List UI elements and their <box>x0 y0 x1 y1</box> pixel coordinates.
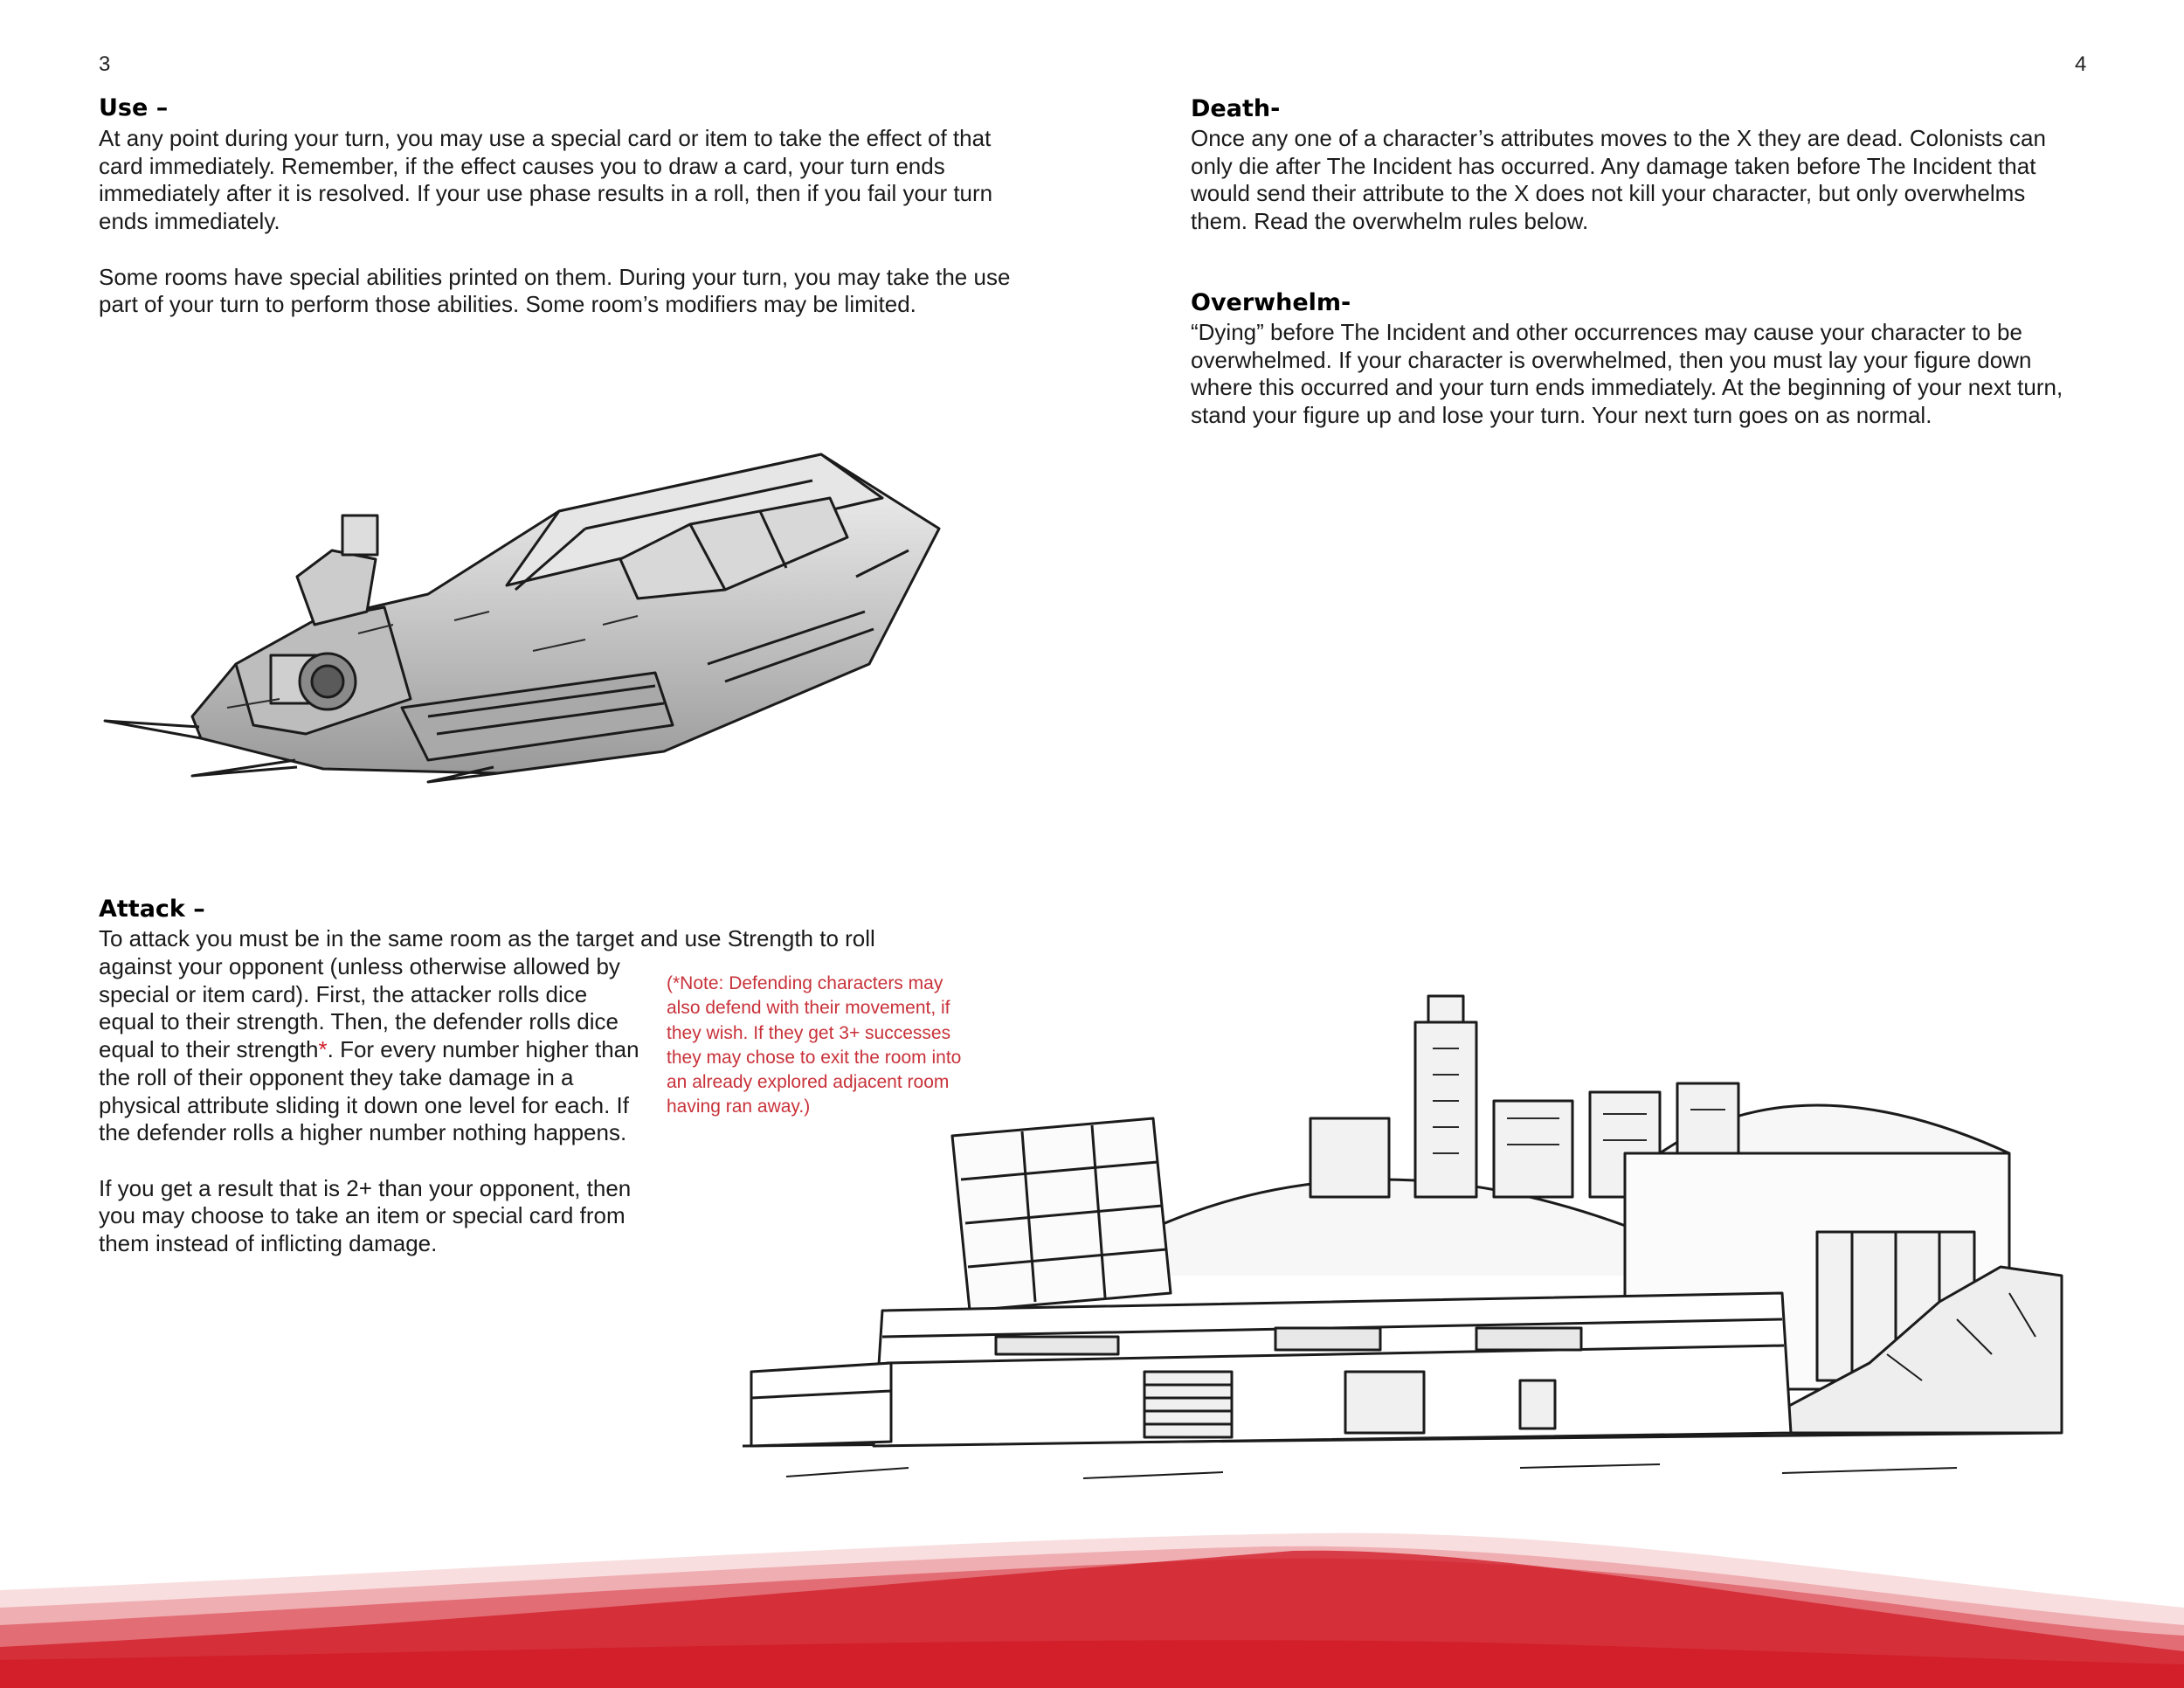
page-number-right: 4 <box>2075 52 2087 76</box>
use-heading: Use – <box>99 94 169 121</box>
use-paragraph-2: Some rooms have special abilities printed on them. During your turn, you may take the use part of your turn to perform those abilities. Some room’s modifiers may be limited. <box>99 263 1011 318</box>
attack-paragraph-1 <box>99 953 649 1147</box>
use-paragraph-1: At any point during your turn, you may use a special card or item to take the effect of that card immediately. Remember, if the effect causes you to draw a card, your turn ends immediately after it is resolved. If your use phase results in a roll, then if you fail your turn ends immediately. <box>99 125 993 235</box>
death-heading: Death- <box>1191 95 1281 122</box>
death-body <box>1191 125 2064 236</box>
overwhelm-paragraph: “Dying” before The Incident and other occurrences may cause your character to be overwhelmed. If your character is overwhelmed, then you must lay your figure down where this occurred and your turn ends immediately. At the beginning of your next turn, stand your figure up and lose your turn. Your next turn goes on as normal. <box>1191 319 2063 429</box>
attack-intro: To attack you must be in the same room as the target and use Strength to roll <box>99 925 875 951</box>
attack-paragraph-1-rest: . For every number higher than the roll of their opponent they take damage in a physical attribute sliding it down one level for each. If the defender rolls a higher number nothing happens. <box>99 1036 639 1146</box>
spaceship-illustration <box>96 446 952 786</box>
bottom-wave-decoration <box>0 1520 2184 1688</box>
death-paragraph: Once any one of a character’s attributes moves to the X they are dead. Colonists can only die after The Incident has occurred. Any damage taken before The Incident that would send their attribute to the X does not kill your character, but only overwhelms them. Read the overwhelm rules below. <box>1191 125 2046 235</box>
attack-paragraph-1-main: against your opponent (unless otherwise allowed by special or item card). First, the attacker rolls dice equal to their strength. Then, the defender rolls dice equal to their strength <box>99 953 620 1063</box>
footnote-star: * <box>318 1036 328 1063</box>
use-body <box>99 125 1016 319</box>
attack-heading: Attack – <box>99 896 205 923</box>
colony-building-illustration <box>734 944 2075 1512</box>
attack-body <box>99 953 649 1258</box>
defense-note: (*Note: Defending characters may also defend with their movement, if they wish. If they get 3+ successes they may chose to exit the room into an already explored adjacent room having ran away.) <box>667 973 962 1117</box>
overwhelm-body <box>1191 319 2064 430</box>
overwhelm-heading: Overwhelm- <box>1191 289 1351 316</box>
attack-paragraph-2: If you get a result that is 2+ than your opponent, then you may choose to take an item or special card from them instead of inflicting damage. <box>99 1174 632 1257</box>
page-number-left: 3 <box>99 52 111 76</box>
